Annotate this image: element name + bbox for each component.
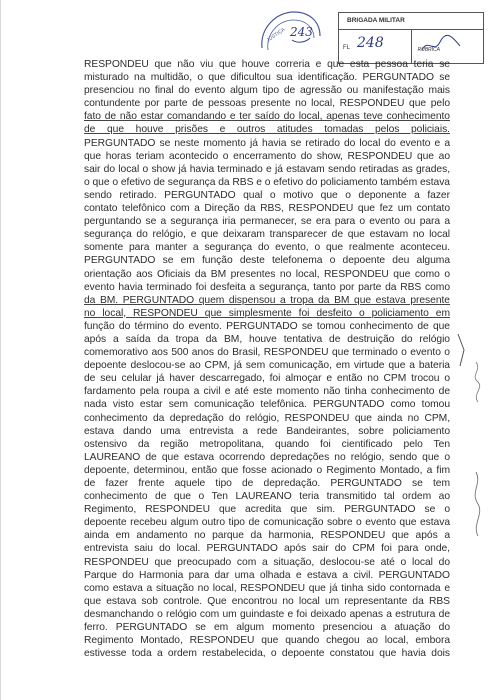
text-line: contato telefônico com a Direção da RBS, RESPONDEU que fez um contato xyxy=(84,203,450,215)
text-line: ainda em andamento no parque da harmonia, RESPONDEU que após a xyxy=(84,530,450,542)
text-line: evento havia terminado foi desfeita a segurança, tanto por parte da RBS como xyxy=(84,281,450,293)
text-line: que estava sob controle. Que encontrou no local um representante da RBS xyxy=(84,595,450,607)
text-line: após a saída da tropa da BM, houve tentativa de destruição do relógio xyxy=(84,333,450,345)
text-line: estivesse toda a ordem restabelecida, o depoente constatou que havia dois xyxy=(84,648,450,660)
text-line: somente para manter a segurança do evento, o que realmente aconteceu. xyxy=(84,242,450,254)
official-seal xyxy=(254,8,324,62)
text-line: que horas teriam acontecido o encerramento do show, RESPONDEU que ao xyxy=(84,150,450,162)
text-line: contundente por parte de pessoas presente no local, RESPONDEU que pelo xyxy=(84,98,450,110)
text-line: conhecimento da depredação do relógio, RESPONDEU que ainda no CPM, xyxy=(84,412,450,424)
text-line: Parque do Harmonia para dar uma olhada e estava a civil. PERGUNTADO xyxy=(84,569,450,581)
text-line: entrevista saiu do local. PERGUNTADO após sair do CPM foi para onde, xyxy=(84,543,450,555)
text-line: RESPONDEU que não viu que houve correria e que esta pessoa teria se xyxy=(84,59,450,70)
stamp-page-number: 248 xyxy=(357,35,384,51)
rubrica-signature xyxy=(416,30,476,60)
text-line: sair do local o show já havia terminado e já estavam sendo retiradas as grades, xyxy=(84,163,450,175)
stamp-fl-label: FL xyxy=(343,45,351,51)
text-line: Regimento Montado, RESPONDEU que quando chegou ao local, embora xyxy=(84,635,450,647)
margin-scribble xyxy=(468,360,486,410)
svg-text:JUSTIÇA: JUSTIÇA xyxy=(265,26,287,44)
text-line: ferro. PERGUNTADO se em algum momento presenciou a atuação do xyxy=(84,622,450,634)
text-line: de que houve prisões e outros atitudes tomadas pelos policiais. xyxy=(84,124,450,136)
text-line: presenciou no final do evento algum tipo de agressão ou manifestação mais xyxy=(84,85,450,97)
text-line: PERGUNTADO se neste momento já havia se retirado do local do evento e a xyxy=(84,137,450,149)
text-line: função do término do evento. PERGUNTADO se tomou conhecimento de que xyxy=(84,320,450,332)
text-line: ostensivo da região metropolitana, quando foi cientificado pelo Ten xyxy=(84,438,450,450)
brigada-militar-stamp xyxy=(338,12,484,64)
text-line: RESPONDEU que preocupado com a situação, deslocou-se até o local do xyxy=(84,556,450,568)
text-line: comemorativo aos 500 anos do Brasil, RESPONDEU que terminado o evento o xyxy=(84,347,450,359)
text-line: depoente, determinou, então que fosse acionado o Regimento Montado, a fim xyxy=(84,464,450,476)
text-line: misturado na multidão, o que dificultou sua identificação. PERGUNTADO se xyxy=(84,72,450,84)
stamp-title: BRIGADA MILITAR xyxy=(339,13,483,30)
text-line: orientação aos Oficiais da BM presentes no local, RESPONDEU que como o xyxy=(84,268,450,280)
text-line: depoente deslocou-se ao CPM, já sem comunicação, em virtude que a bateria xyxy=(84,360,450,372)
seal-number: 243 xyxy=(290,25,313,39)
text-line: nada visto estar sem comunicação telefônica. PERGUNTADO como tomou xyxy=(84,399,450,411)
text-line: Regimento, RESPONDEU que acredita que sim. PERGUNTADO se o xyxy=(84,504,450,516)
text-line: o que o efetivo de segurança da RBS e o efetivo do policiamento também estava xyxy=(84,176,450,188)
text-line: conhecimento de que o Ten LAUREANO teria transmitido tal ordem ao xyxy=(84,491,450,503)
text-line: sendo retirado. PERGUNTADO qual o motivo que o deponente a fazer xyxy=(84,189,450,201)
text-line: PERGUNTADO se em função deste telefonema o depoente deu alguma xyxy=(84,255,450,267)
text-line: LAUREANO de que estava ocorrendo depredações no relógio, sendo que o xyxy=(84,451,450,463)
text-line: fato de não estar comandando e ter saído do local, apenas teve conhecimento xyxy=(84,111,450,123)
text-line: de seu celular já haver descarregado, foi almoçar e então no CPM trocou o xyxy=(84,373,450,385)
text-line: estava dando uma entrevista a rede Bandeirantes, sobre policiamento xyxy=(84,425,450,437)
text-line: fardamento pela roupa a civil e até este momento não tinha conhecimento de xyxy=(84,386,450,398)
margin-scribble-2 xyxy=(466,470,486,540)
text-line: de fazer frente aquele tipo de depredação. PERGUNTADO se tem xyxy=(84,478,450,489)
text-line: da BM. PERGUNTADO quem dispensou a tropa da BM que estava presente xyxy=(84,294,450,306)
testimony-text xyxy=(84,58,450,660)
text-line: no local, RESPONDEU que simplesmente foi desfeito o policiamento em xyxy=(84,307,450,319)
text-line: depoente recebeu algum outro tipo de comunicação sobre o evento que estava xyxy=(84,517,450,529)
text-line: segurança do relógio, e que deixaram transparecer de que estavam no local xyxy=(84,229,450,241)
text-line: como estava a situação no local, RESPONDEU que já tinha sido contornada e xyxy=(84,582,450,594)
stamp-rubrica-label: RUBRICA xyxy=(417,47,441,53)
text-line: perguntando se a segurança iria permanecer, se era para o evento ou para a xyxy=(84,216,450,228)
text-line: desmanchando o relógio com um guindaste e foi deixado apenas a estrutura de xyxy=(84,608,450,620)
